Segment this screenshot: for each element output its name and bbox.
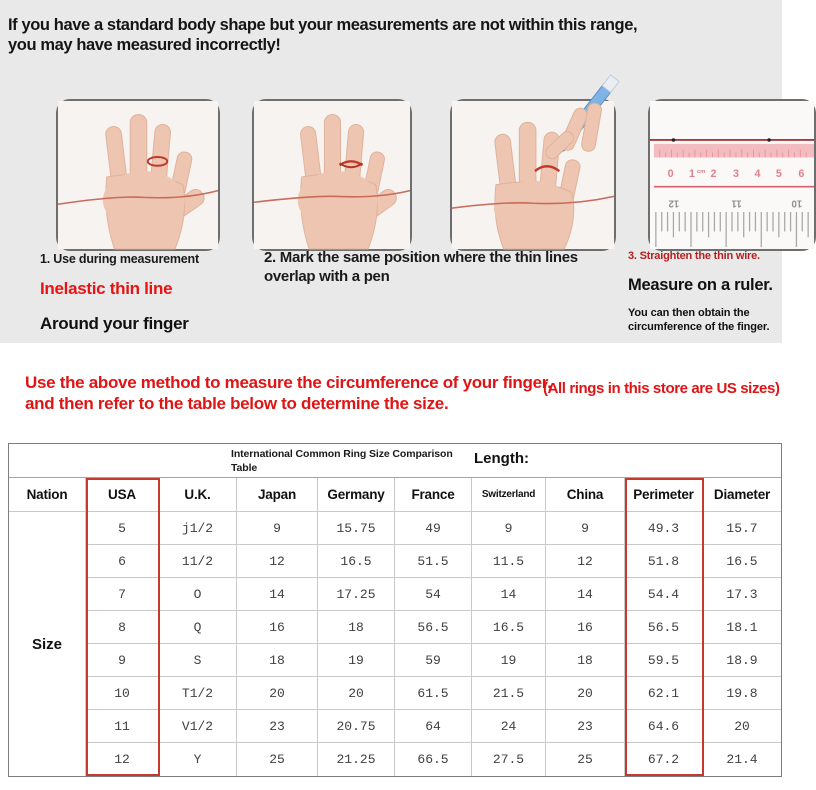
svg-text:12: 12 bbox=[668, 197, 680, 209]
table-cell: 20 bbox=[237, 677, 318, 710]
photo-step1-thread-around-finger bbox=[56, 99, 220, 251]
column-header-nation: Nation bbox=[9, 478, 86, 512]
svg-text:0: 0 bbox=[667, 167, 674, 180]
table-cell: 19 bbox=[472, 644, 546, 677]
svg-text:4: 4 bbox=[754, 167, 761, 180]
table-cell: 10 bbox=[86, 677, 159, 710]
column-header-china: China bbox=[546, 478, 625, 512]
table-cell: 27.5 bbox=[472, 743, 546, 776]
step1-highlight: Inelastic thin line bbox=[40, 279, 173, 298]
table-cell: 62.1 bbox=[625, 677, 703, 710]
table-cell: 19.8 bbox=[703, 677, 781, 710]
table-title-row bbox=[9, 444, 781, 478]
table-cell: 12 bbox=[237, 545, 318, 578]
step3-subtext: You can then obtain the circumference of the finger. bbox=[628, 307, 770, 334]
table-cell: 16 bbox=[237, 611, 318, 644]
step1-caption-block bbox=[40, 252, 250, 334]
svg-text:10: 10 bbox=[791, 197, 803, 209]
column-header-switzerland: Switzerland bbox=[472, 478, 546, 512]
table-cell: O bbox=[159, 578, 237, 611]
svg-text:5: 5 bbox=[775, 167, 782, 180]
measurement-guide-section bbox=[0, 0, 805, 343]
table-cell: 18.1 bbox=[703, 611, 781, 644]
table-cell: S bbox=[159, 644, 237, 677]
column-header-usa: USA bbox=[86, 478, 159, 512]
table-cell: 9 bbox=[472, 512, 546, 545]
svg-text:2: 2 bbox=[710, 167, 717, 180]
table-cell: 7 bbox=[86, 578, 159, 611]
step2-caption: 2. Mark the same position where the thin lines overlap with a pen bbox=[264, 249, 578, 285]
table-cell: 18 bbox=[546, 644, 625, 677]
table-cell: 67.2 bbox=[625, 743, 703, 776]
table-cell: 17.25 bbox=[318, 578, 395, 611]
table-cell: T1/2 bbox=[159, 677, 237, 710]
table-cell: 8 bbox=[86, 611, 159, 644]
step3-caption: 3. Straighten the thin wire. bbox=[628, 250, 760, 262]
table-cell: 21.4 bbox=[726, 752, 758, 767]
step3-highlight: Measure on a ruler. bbox=[628, 276, 773, 294]
size-row-label: Size bbox=[9, 512, 86, 776]
photo-step3-mark-with-pen bbox=[450, 99, 616, 251]
svg-text:6: 6 bbox=[798, 167, 805, 180]
svg-text:1: 1 bbox=[689, 167, 696, 180]
table-cell: 54 bbox=[395, 578, 472, 611]
table-cell: Y bbox=[159, 743, 237, 776]
table-cell: 16.5 bbox=[472, 611, 546, 644]
table-cell: 23 bbox=[237, 710, 318, 743]
table-cell: 49 bbox=[395, 512, 472, 545]
table-cell: 9 bbox=[237, 512, 318, 545]
table-cell: 14 bbox=[472, 578, 546, 611]
table-cell: V1/2 bbox=[159, 710, 237, 743]
us-sizes-note: (All rings in this store are US sizes) bbox=[543, 380, 780, 397]
table-cell: 6 bbox=[86, 545, 159, 578]
photo-step2-thread-overlap bbox=[252, 99, 412, 251]
table-cell: 66.5 bbox=[395, 743, 472, 776]
column-header-france: France bbox=[395, 478, 472, 512]
svg-text:11: 11 bbox=[731, 197, 742, 209]
warning-heading: If you have a standard body shape but your measurements are not within this range, you may have measured incorrectly! bbox=[8, 16, 638, 54]
column-header-perimeter: Perimeter bbox=[625, 478, 703, 512]
column-header-germany: Germany bbox=[318, 478, 395, 512]
svg-text:cm: cm bbox=[696, 169, 706, 176]
table-cell: 11/2 bbox=[159, 545, 237, 578]
table-cell: 20 bbox=[546, 677, 625, 710]
table-cell: 16.5 bbox=[703, 545, 781, 578]
table-cell: 12 bbox=[546, 545, 625, 578]
table-cell: 18 bbox=[318, 611, 395, 644]
table-cell: 20 bbox=[318, 677, 395, 710]
hand-pen-marking-illustration bbox=[452, 101, 614, 249]
table-cell: 16.5 bbox=[318, 545, 395, 578]
step1-subtext: Around your finger bbox=[40, 314, 189, 333]
table-cell: 54.4 bbox=[625, 578, 703, 611]
ruler-illustration bbox=[650, 101, 814, 249]
table-cell: 9 bbox=[546, 512, 625, 545]
table-cell: 18.9 bbox=[703, 644, 781, 677]
table-cell: 12 bbox=[86, 743, 159, 776]
column-header-japan: Japan bbox=[237, 478, 318, 512]
table-cell: 20 bbox=[703, 710, 781, 743]
size-table bbox=[8, 443, 782, 777]
column-header-diameter: Diameter bbox=[703, 478, 781, 512]
measure-note: Use the above method to measure the circumference of your finger, and then refer to the table below to determine the size. bbox=[25, 373, 552, 414]
table-cell: 9 bbox=[86, 644, 159, 677]
table-cell: 59.5 bbox=[625, 644, 703, 677]
table-cell: 11.5 bbox=[472, 545, 546, 578]
table-cell: 56.5 bbox=[395, 611, 472, 644]
step3-caption-block bbox=[628, 250, 783, 335]
table-cell: 56.5 bbox=[625, 611, 703, 644]
table-cell: 14 bbox=[546, 578, 625, 611]
hand-thread-overlap-illustration bbox=[254, 101, 410, 249]
table-cell: 24 bbox=[472, 710, 546, 743]
table-cell: 19 bbox=[318, 644, 395, 677]
table-cell: 25 bbox=[546, 743, 625, 776]
table-cell: 17.3 bbox=[703, 578, 781, 611]
table-title: International Common Ring Size Comparison Table bbox=[231, 448, 453, 475]
step1-caption: 1. Use during measurement bbox=[40, 252, 199, 266]
table-cell: 64 bbox=[395, 710, 472, 743]
table-cell: 21.5 bbox=[472, 677, 546, 710]
table-cell: 61.5 bbox=[395, 677, 472, 710]
table-cell: 11 bbox=[86, 710, 159, 743]
table-cell: j1/2 bbox=[159, 512, 237, 545]
length-label: Length: bbox=[474, 450, 529, 467]
table-cell: 18 bbox=[237, 644, 318, 677]
table-cell: 21.25 bbox=[318, 743, 395, 776]
table-cell: 14 bbox=[237, 578, 318, 611]
column-header-uk: U.K. bbox=[159, 478, 237, 512]
photo-step4-ruler bbox=[648, 99, 816, 251]
table-cell: 16 bbox=[546, 611, 625, 644]
table-cell: 15.7 bbox=[703, 512, 781, 545]
table-cell: 23 bbox=[546, 710, 625, 743]
table-cell: 15.75 bbox=[318, 512, 395, 545]
table-cell: 5 bbox=[86, 512, 159, 545]
table-cell: 20.75 bbox=[318, 710, 395, 743]
table-cell: Q bbox=[159, 611, 237, 644]
table-cell: 25 bbox=[237, 743, 318, 776]
table-cell: 64.6 bbox=[625, 710, 703, 743]
svg-text:3: 3 bbox=[732, 167, 739, 180]
table-cell: 51.8 bbox=[625, 545, 703, 578]
hand-with-thread-illustration bbox=[58, 101, 218, 249]
table-cell: 59 bbox=[395, 644, 472, 677]
table-cell: 49.3 bbox=[625, 512, 703, 545]
table-cell: 51.5 bbox=[395, 545, 472, 578]
